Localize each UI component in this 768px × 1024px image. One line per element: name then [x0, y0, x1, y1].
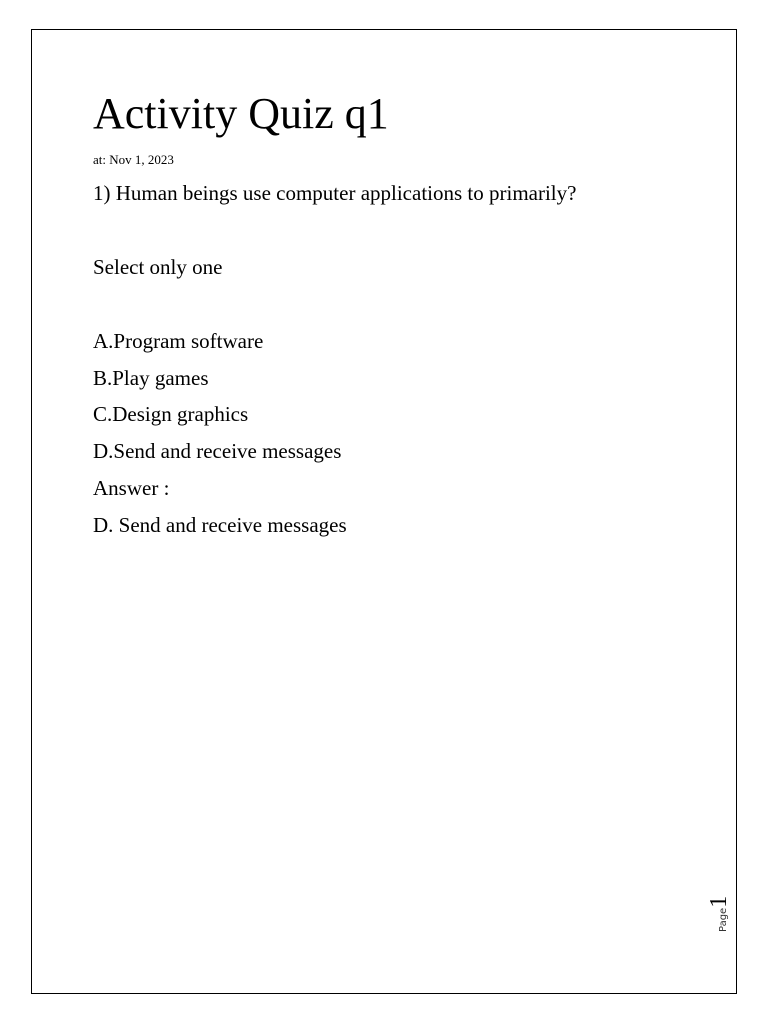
- option-c: C.Design graphics: [93, 402, 249, 426]
- instruction-text: Select only one: [93, 255, 223, 279]
- question-text: 1) Human beings use computer applications to primarily?: [93, 181, 577, 205]
- quiz-title: Activity Quiz q1: [93, 89, 389, 138]
- option-b: B.Play games: [93, 366, 209, 390]
- option-a: A.Program software: [93, 329, 264, 353]
- page-word: Page: [718, 907, 729, 932]
- option-d: D.Send and receive messages: [93, 439, 342, 463]
- answer-value: D. Send and receive messages: [93, 513, 347, 537]
- page-number-value: 1: [706, 895, 732, 908]
- answer-label: Answer :: [93, 476, 170, 500]
- page-number: [706, 880, 746, 940]
- quiz-date: at: Nov 1, 2023: [93, 152, 174, 167]
